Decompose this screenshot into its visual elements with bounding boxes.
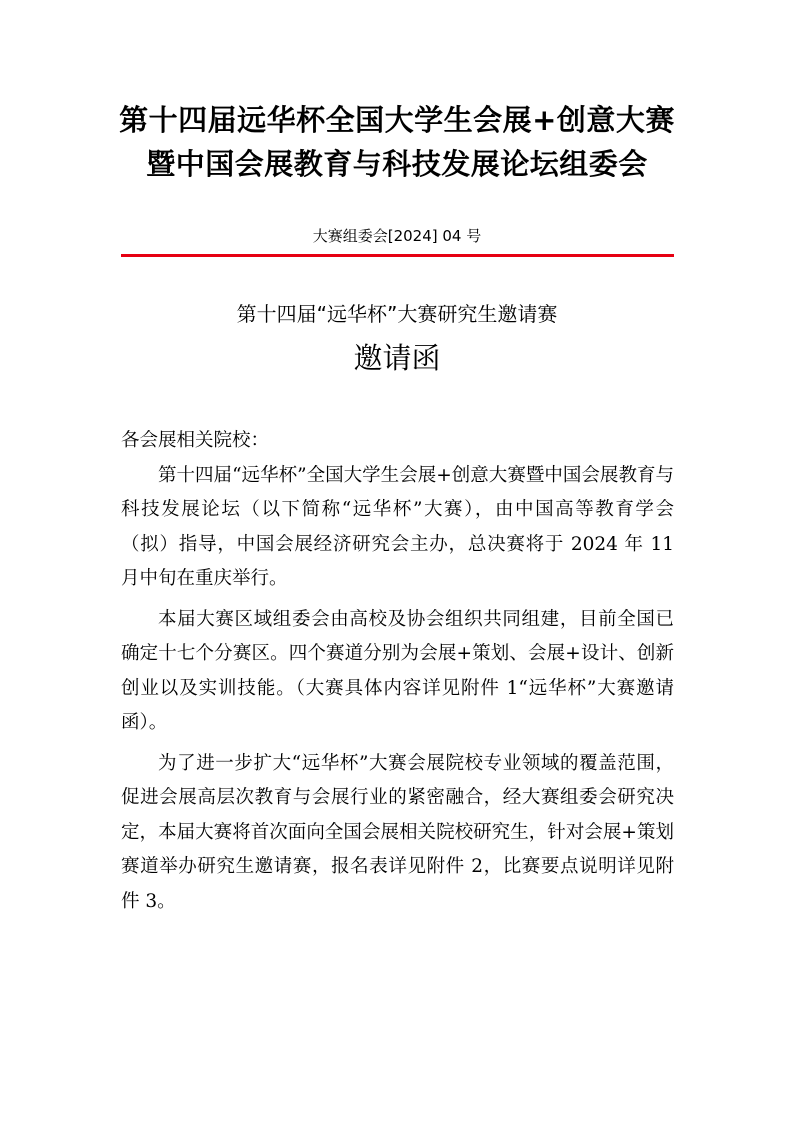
body-paragraph-1: 第十四届“远华杯”全国大学生会展+创意大赛暨中国会展教育与科技发展论坛（以下简称“远华杯”大赛），由中国高等教育学会（拟）指导，中国会展经济研究会主办，总决赛将于 2024 年 11 月中旬在重庆举行。 xyxy=(121,464,674,589)
letterhead-title-line-1: 第十四届远华杯全国大学生会展+创意大赛 xyxy=(119,103,675,137)
letter-subtitle: 第十四届“远华杯”大赛研究生邀请赛 xyxy=(236,302,558,326)
letter-title: 邀请函 xyxy=(353,341,441,375)
salutation: 各会展相关院校： xyxy=(121,430,270,451)
body-paragraph-2: 本届大赛区域组委会由高校及协会组织共同组建，目前全国已确定十七个分赛区。四个赛道分别为会展+策划、会展+设计、创新创业以及实训技能。（大赛具体内容详见附件 1“远华杯”大赛邀请函）。 xyxy=(121,608,674,733)
document-number: 大赛组委会[2024] 04 号 xyxy=(312,227,482,245)
body-paragraph-3: 为了进一步扩大“远华杯”大赛会展院校专业领域的覆盖范围，促进会展高层次教育与会展行业的紧密融合，经大赛组委会研究决定，本届大赛将首次面向全国会展相关院校研究生，针对会展+策划赛道举办研究生邀请赛，报名表详见附件 2，比赛要点说明详见附件 3。 xyxy=(121,752,674,912)
letterhead-title xyxy=(0,98,794,186)
letterhead-title-line-2: 暨中国会展教育与科技发展论坛组委会 xyxy=(146,147,648,181)
red-divider-line xyxy=(121,254,674,257)
letter-body xyxy=(121,424,674,925)
